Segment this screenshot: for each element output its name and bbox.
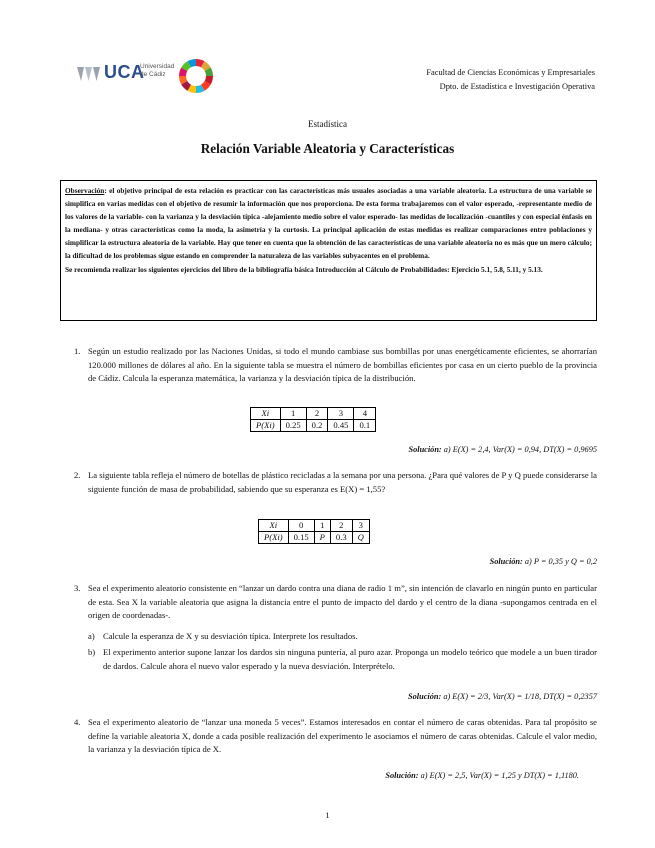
solution-text: a) E(X) = 2,4, Var(X) = 0,94, DT(X) = 0,9695 (443, 445, 597, 454)
solution-text: a) P = 0,35 y Q = 0,2 (524, 557, 597, 566)
table-row (259, 520, 370, 532)
table-cell: 2 (306, 408, 328, 420)
table-cell: P (314, 532, 330, 544)
observation-paragraph (65, 184, 592, 263)
subject-heading: Estadística (308, 119, 347, 129)
table-row (251, 420, 376, 432)
table-cell: 0.45 (328, 420, 354, 432)
observation-label: Observación (65, 186, 105, 195)
logo-university-name: Universidad de Cádiz (140, 63, 175, 78)
table-cell: 3 (328, 408, 354, 420)
uca-emblem-icon (76, 64, 102, 84)
page-title: Relación Variable Aleatoria y Características (200, 141, 455, 156)
sub-question-text: Calcule la esperanza de X y su desviación típica. Interprete los resultados. (103, 631, 358, 641)
table-cell: 0.15 (288, 532, 314, 544)
exercise-text: La siguiente tabla refleja el número de botellas de plástico recicladas a la semana por una persona. ¿Para qué valores de P y Q puede considerarse la siguiente función de masa de probabilidad, sabiendo que su esperanza es E(X) = 1,55? (88, 470, 597, 494)
table-cell: 3 (352, 520, 369, 532)
faculty-name: Facultad de Ciencias Económicas y Empresariales (426, 68, 595, 77)
exercise-number: 1. (74, 346, 81, 356)
exercise-text: Según un estudio realizado por las Naciones Unidas, si todo el mundo cambiase sus bombillas por unas energéticamente eficientes, se ahorrarían 120.000 millones de dólares al año. En la siguiente tabla se muestra el número de bombillas eficientes por casa en un cierto pueblo de la provincia de Cádiz. Calcula la esperanza matemática, la varianza y la desviación típica de la distribución. (88, 346, 597, 384)
observation-box (60, 180, 597, 321)
exercise-3 (60, 582, 597, 707)
table-cell: 4 (354, 408, 376, 420)
table-cell: 1 (314, 520, 330, 532)
table-cell: 1 (280, 408, 306, 420)
sub-question-label: b) (88, 647, 96, 657)
sdg-wheel-icon (178, 58, 214, 94)
department-name: Dpto. de Estadística e Investigación Operativa (439, 82, 595, 91)
solution (408, 690, 597, 704)
solution-text: a) E(X) = 2/3, Var(X) = 1/18, DT(X) = 0,2357 (443, 692, 597, 701)
table-cell: Q (352, 532, 369, 544)
table-cell: 2 (330, 520, 352, 532)
observation-recommendation: Se recomienda realizar los siguientes ejercicios del libro de la bibliografía básica Introducción al Cálculo de Probabilidades: Ejercicio 5.1, 5.8, 5.11, y 5.13. (65, 264, 543, 274)
table-cell: 0.3 (330, 532, 352, 544)
exercise-number: 4. (74, 717, 81, 727)
solution (409, 443, 598, 457)
university-logo (76, 60, 216, 96)
exercise-number: 3. (74, 583, 81, 593)
distribution-table (258, 519, 370, 544)
table-cell: Xi (251, 408, 281, 420)
table-cell: 0.1 (354, 420, 376, 432)
exercise-1 (60, 345, 597, 465)
sub-question-a (88, 630, 597, 644)
solution (490, 555, 597, 569)
table-cell: P(Xi) (251, 420, 281, 432)
sub-question-b (88, 646, 597, 673)
exercise-text: Sea el experimento aleatorio de “lanzar una moneda 5 veces”. Estamos interesados en contar el número de caras obtenidas. Para tal propósito se define la variable aleatoria X, donde a cada posible realización del experimento le asociamos el número de caras obtenidas. Calcule el valor medio, la varianza y la desviación típica de X. (88, 717, 597, 755)
exercise-2 (60, 469, 597, 574)
distribution-table (250, 407, 376, 432)
table-cell: Xi (259, 520, 289, 532)
observation-text: : el objetivo principal de esta relación es practicar con las características más usuales asociadas a una variable aleatoria. La estructura de una variable se simplifica en varias medidas con el objetivo de resumir la información que nos proporciona. De esta forma trabajaremos con el valor esperado, -representante medio de los valores de la variable- con la varianza y la desviación típica -alejamiento medio sobre el valor esperado- las medidas de localización -cuantiles y con especial énfasis en la mediana- y otras características como la moda, la asimetría y la curtosis. La principal aplicación de estas medidas es realizar comparaciones entre poblaciones y simplificar la estructura aleatoria de la variable. Hay que tener en cuenta que la obtención de las características de una variable aleatoria no es más que un mero cálculo; la dificultad de los problemas sigue estando en comprender la naturaleza de las variables subyacentes en el problema. (65, 186, 592, 261)
page-number: 1 (325, 810, 330, 820)
table-row (259, 532, 370, 544)
table-row (251, 408, 376, 420)
solution-label: Solución: (489, 557, 523, 566)
exercise-number: 2. (74, 470, 81, 480)
solution-label: Solución: (385, 771, 419, 780)
sub-question-text: El experimento anterior supone lanzar los dardos sin ninguna puntería, al puro azar. Proponga un modelo teórico que modele a un buen tirador de dardos. Calcule ahora el nuevo valor esperado y la nueva desviación. Interprételo. (103, 647, 597, 671)
solution (385, 769, 579, 783)
logo-acronym: UCA (104, 62, 145, 82)
solution-label: Solución: (408, 692, 442, 701)
faculty-info (426, 66, 595, 94)
sub-question-label: a) (88, 631, 95, 641)
exercise-text: Sea el experimento aleatorio consistente en “lanzar un dardo contra una diana de radio 1 m”, sin intención de clavarlo en ningún punto en particular de esta. Sea X la variable aleatoria que asigna la distancia entre el punto de impacto del dardo y el centro de la diana -supongamos centrada en el origen de coordenadas-. (88, 583, 597, 621)
table-cell: 0 (288, 520, 314, 532)
exercise-4 (60, 716, 597, 786)
table-cell: 0.2 (306, 420, 328, 432)
solution-text: a) E(X) = 2,5, Var(X) = 1,25 y DT(X) = 1,1180. (420, 771, 579, 780)
table-cell: 0.25 (280, 420, 306, 432)
table-cell: P(Xi) (259, 532, 289, 544)
solution-label: Solución: (408, 445, 442, 454)
